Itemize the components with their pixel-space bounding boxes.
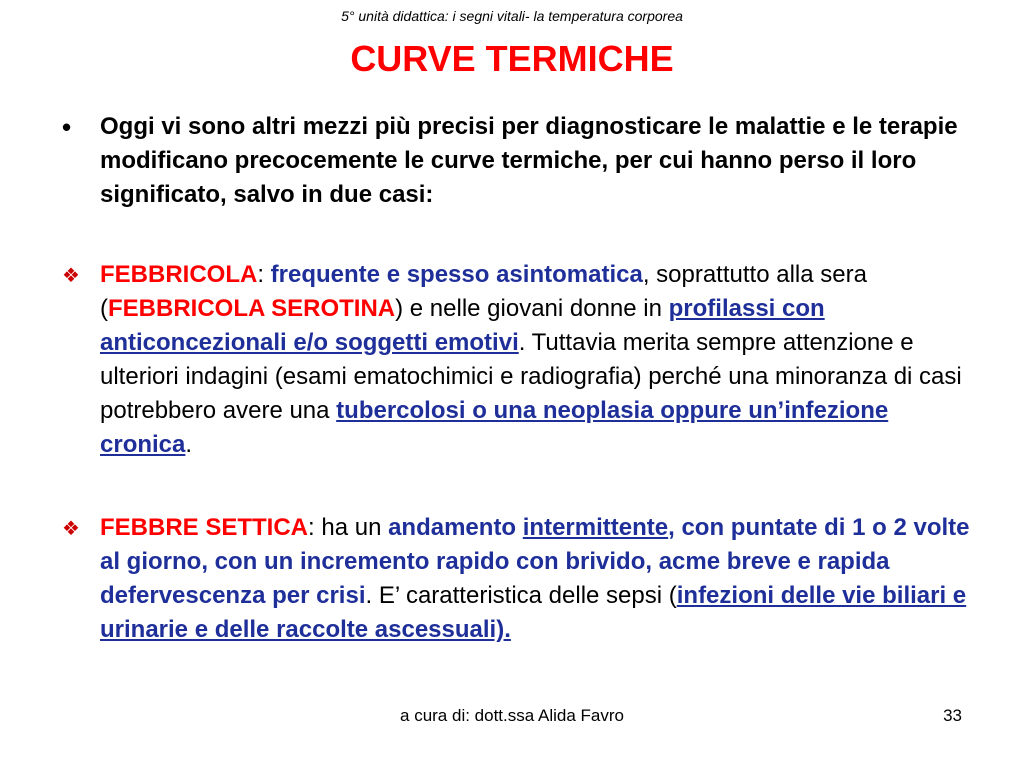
febbricola-text-3: . Tuttavia merita sempre attenzione e ulteriori indagini (esami ematochimici e radiografia) perché una minoranza di casi potrebbero avere una [100, 329, 962, 424]
bullet-febbre-settica [62, 511, 972, 647]
settica-andamento: andamento [388, 514, 523, 541]
bullet-febbricola [62, 258, 972, 462]
slide-title: CURVE TERMICHE [350, 38, 674, 79]
settica-infezioni: infezioni delle vie biliari e urinarie e delle raccolte ascessuali). [100, 582, 967, 643]
febbricola-text-1: , soprattutto alla sera ( [100, 261, 867, 322]
settica-label: FEBBRE SETTICA [100, 514, 309, 541]
febbricola-tubercolosi: tubercolosi o una neoplasia oppure un’infezione cronica [100, 397, 889, 458]
febbricola-frequent: frequente e spesso asintomatica [270, 261, 643, 288]
settica-intermittente: intermittente [522, 514, 669, 541]
four-diamond-icon: ❖ [62, 265, 80, 287]
page-number: 33 [943, 706, 962, 725]
settica-text-2: . E’ caratteristica delle sepsi ( [365, 582, 677, 609]
intro-text: Oggi vi sono altri mezzi più precisi per diagnosticare le malattie e le terapie modificano precocemente le curve termiche, per cui hanno perso il loro significato, salvo in due casi: [100, 113, 958, 208]
febbricola-sep: : [257, 261, 271, 288]
bullet-dot-icon: • [62, 112, 72, 142]
four-diamond-icon: ❖ [62, 518, 80, 540]
slide-subtitle: 5° unità didattica: i segni vitali- la temperatura corporea [341, 8, 683, 24]
settica-text-1: : ha un [308, 514, 389, 541]
febbricola-text-4: . [185, 431, 193, 458]
footer-author: a cura di: dott.ssa Alida Favro [400, 706, 624, 725]
settica-puntate: , con puntate di 1 o 2 volte al giorno, con un incremento rapido con brivido, acme breve e rapida defervescenza per crisi [100, 514, 970, 609]
bullet-intro [62, 110, 972, 212]
febbricola-text-2: ) e nelle giovani donne in [395, 295, 669, 322]
febbricola-serotina: FEBBRICOLA SEROTINA [108, 295, 396, 322]
febbricola-profilassi: profilassi con anticoncezionali e/o soggetti emotivi [100, 295, 825, 356]
febbricola-label: FEBBRICOLA [100, 261, 258, 288]
